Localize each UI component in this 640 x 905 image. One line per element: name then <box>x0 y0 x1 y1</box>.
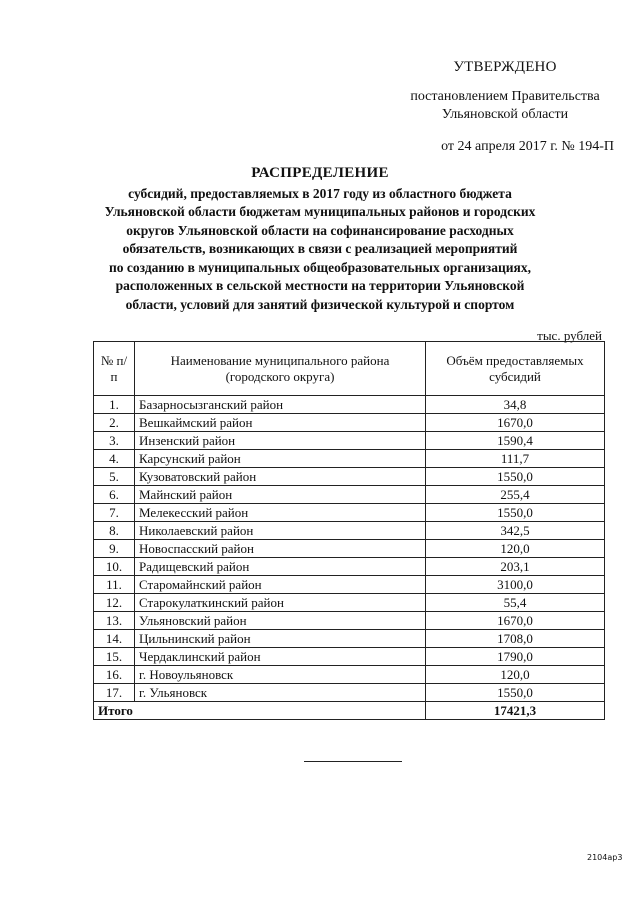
approval-line-1: постановлением Правительства <box>410 89 600 104</box>
row-num: 6. <box>94 486 135 504</box>
title-line: округов Ульяновской области на софинансирование расходных <box>126 222 514 238</box>
title-line: обязательств, возникающих в связи с реализацией мероприятий <box>122 241 518 256</box>
header-num: № п/п <box>94 342 135 396</box>
table-row <box>94 666 605 684</box>
row-num: 10. <box>94 558 135 576</box>
row-num: 16. <box>94 666 135 684</box>
total-value: 17421,3 <box>426 702 605 720</box>
table-row <box>94 522 605 540</box>
header-name: Наименование муниципального района (городского округа) <box>135 342 426 396</box>
row-num: 5. <box>94 468 135 486</box>
row-name: Радищевский район <box>135 558 426 576</box>
row-name: Базарносызганский район <box>135 396 426 414</box>
table-row <box>94 630 605 648</box>
row-name: Кузоватовский район <box>135 468 426 486</box>
row-value: 120,0 <box>426 540 605 558</box>
row-name: Новоспасский район <box>135 540 426 558</box>
table-row <box>94 612 605 630</box>
row-value: 1550,0 <box>426 684 605 702</box>
table-row <box>94 684 605 702</box>
row-value: 3100,0 <box>426 576 605 594</box>
table-row <box>94 576 605 594</box>
row-value: 111,7 <box>426 450 605 468</box>
header-value: Объём предоставляемых субсидий <box>426 342 605 396</box>
title-main: РАСПРЕДЕЛЕНИЕ <box>251 165 389 181</box>
row-num: 9. <box>94 540 135 558</box>
row-value: 1590,4 <box>426 432 605 450</box>
row-name: Цильнинский район <box>135 630 426 648</box>
row-name: Старомайнский район <box>135 576 426 594</box>
row-num: 15. <box>94 648 135 666</box>
row-name: Ульяновский район <box>135 612 426 630</box>
title-line: Ульяновской области бюджетам муниципальных районов и городских <box>104 204 536 219</box>
table-row <box>94 540 605 558</box>
approval-stamp <box>380 58 630 156</box>
row-value: 1790,0 <box>426 648 605 666</box>
row-name: Вешкаймский район <box>135 414 426 432</box>
row-value: 1670,0 <box>426 612 605 630</box>
table-row <box>94 450 605 468</box>
footer-code: 2104ар3 <box>587 853 623 862</box>
row-name: г. Новоульяновск <box>135 666 426 684</box>
table-row <box>94 504 605 522</box>
title-line: области, условий для занятий физической культурой и спортом <box>125 296 515 312</box>
row-value: 1670,0 <box>426 414 605 432</box>
table-row <box>94 648 605 666</box>
row-num: 1. <box>94 396 135 414</box>
row-value: 34,8 <box>426 396 605 414</box>
total-label: Итого <box>94 702 426 720</box>
row-num: 11. <box>94 576 135 594</box>
table-row <box>94 486 605 504</box>
row-num: 17. <box>94 684 135 702</box>
table-row <box>94 396 605 414</box>
row-num: 13. <box>94 612 135 630</box>
row-name: Майнский район <box>135 486 426 504</box>
row-value: 342,5 <box>426 522 605 540</box>
row-num: 2. <box>94 414 135 432</box>
row-num: 14. <box>94 630 135 648</box>
row-value: 55,4 <box>426 594 605 612</box>
signature-divider <box>304 761 402 762</box>
title-line: субсидий, предоставляемых в 2017 году из областного бюджета <box>128 185 512 201</box>
distribution-table <box>93 341 605 720</box>
document-title <box>70 164 570 314</box>
approval-date: от 24 апреля 2017 г. № 194-П <box>441 139 614 154</box>
table-row <box>94 414 605 432</box>
row-name: Карсунский район <box>135 450 426 468</box>
table-row <box>94 432 605 450</box>
title-line: расположенных в сельской местности на территории Ульяновской <box>115 278 525 293</box>
row-value: 203,1 <box>426 558 605 576</box>
approval-heading: УТВЕРЖДЕНО <box>453 59 557 75</box>
approval-line-2: Ульяновской области <box>441 107 569 122</box>
table-body <box>94 396 605 702</box>
row-num: 7. <box>94 504 135 522</box>
row-num: 8. <box>94 522 135 540</box>
row-value: 1708,0 <box>426 630 605 648</box>
row-num: 4. <box>94 450 135 468</box>
row-name: Инзенский район <box>135 432 426 450</box>
row-name: Чердаклинский район <box>135 648 426 666</box>
row-value: 255,4 <box>426 486 605 504</box>
units-label: тыс. рублей <box>537 328 602 343</box>
row-name: г. Ульяновск <box>135 684 426 702</box>
row-value: 1550,0 <box>426 504 605 522</box>
table-row <box>94 558 605 576</box>
table-row <box>94 468 605 486</box>
row-value: 120,0 <box>426 666 605 684</box>
table-row <box>94 594 605 612</box>
row-name: Старокулаткинский район <box>135 594 426 612</box>
row-name: Мелекесский район <box>135 504 426 522</box>
row-num: 3. <box>94 432 135 450</box>
row-value: 1550,0 <box>426 468 605 486</box>
table-header-row <box>94 342 605 396</box>
table-total-row <box>94 702 605 720</box>
title-line: по созданию в муниципальных общеобразовательных организациях, <box>109 259 531 275</box>
row-num: 12. <box>94 594 135 612</box>
row-name: Николаевский район <box>135 522 426 540</box>
